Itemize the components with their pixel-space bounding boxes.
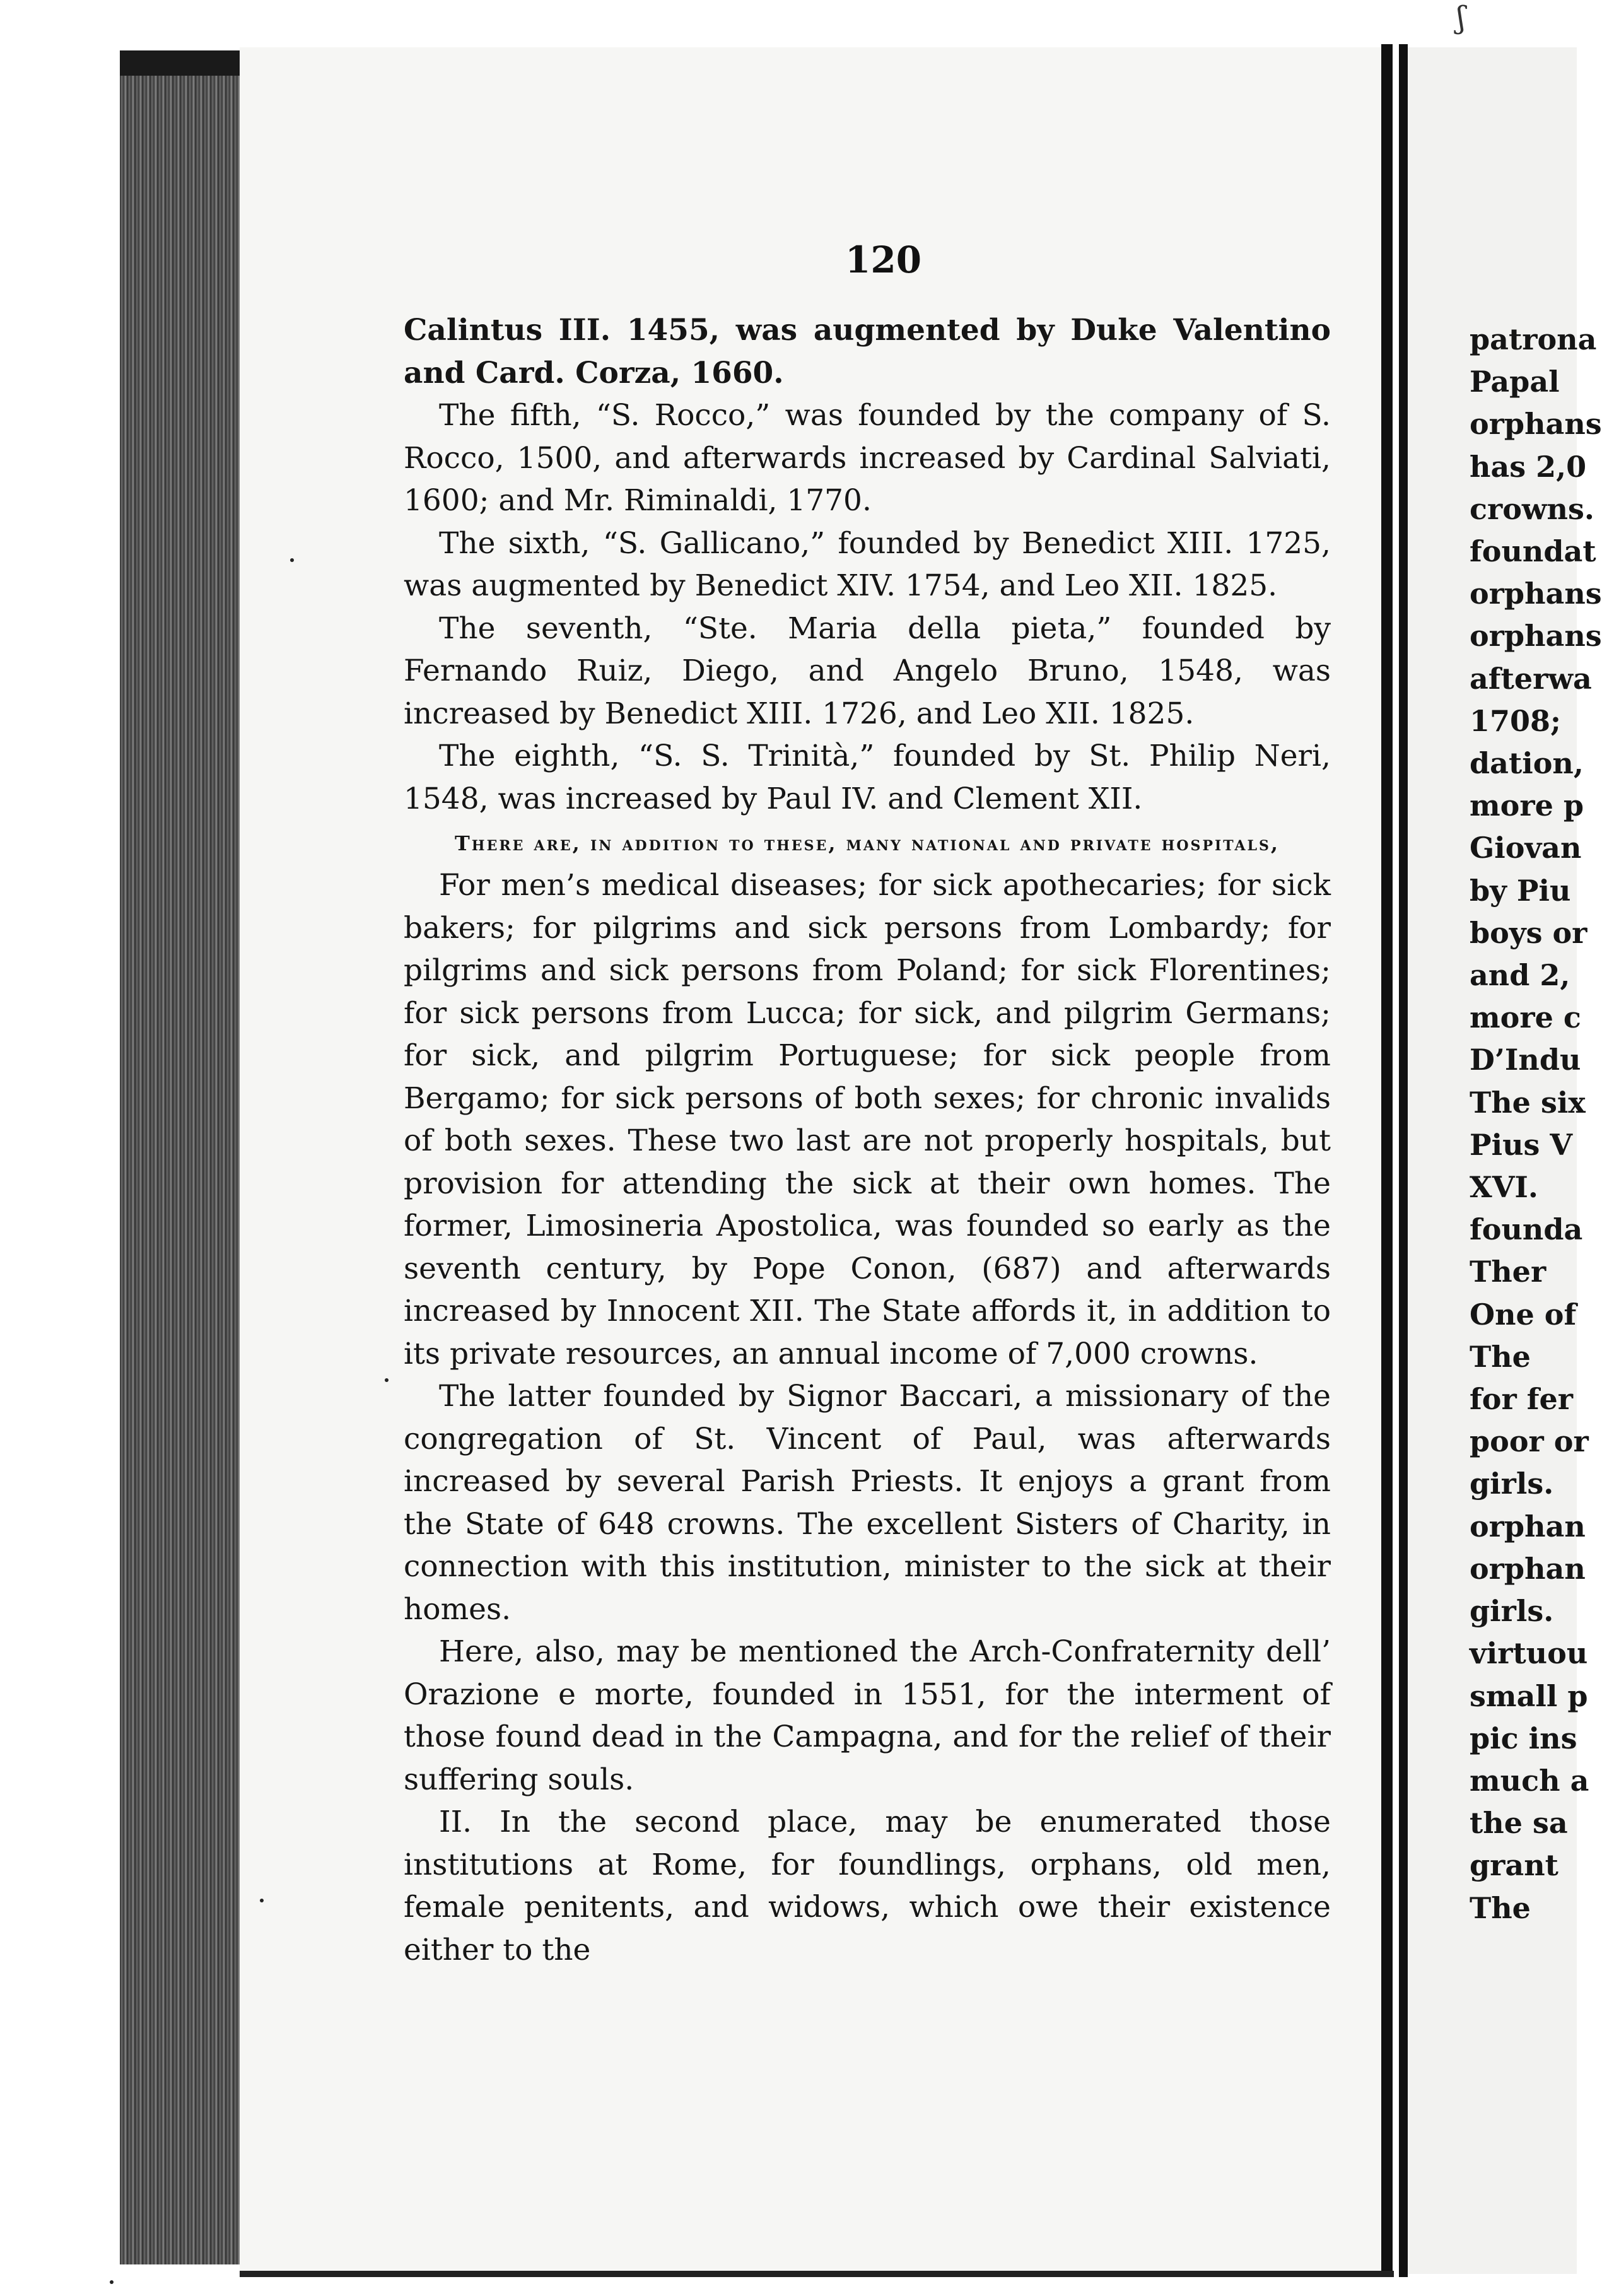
next-page-line: orphan	[1470, 1509, 1586, 1543]
next-page-line: has 2,0	[1470, 449, 1587, 484]
next-page-line: grant	[1470, 1848, 1558, 1883]
next-page-line: the sa	[1470, 1806, 1568, 1841]
gutter-shadow	[120, 50, 240, 76]
next-page-line: poor or	[1470, 1424, 1589, 1459]
paragraph-continuation: Calintus III. 1455, was augmented by Duke Valentino and Card. Corza, 1660.	[404, 313, 1331, 390]
scan-speck	[385, 1378, 389, 1382]
page-edge-dark-2	[1399, 44, 1408, 2277]
next-page-line: Papal	[1470, 365, 1560, 399]
next-page-line: founda	[1470, 1212, 1583, 1247]
next-page-line: One of	[1470, 1297, 1577, 1332]
next-page-line: foundat	[1470, 534, 1596, 569]
page-number: 120	[845, 238, 922, 281]
next-page-line: orphans	[1470, 619, 1602, 653]
next-page-line: more c	[1470, 1000, 1581, 1035]
next-page-line: small p	[1470, 1678, 1588, 1713]
paragraph-sixth: The sixth, “S. Gallicano,” founded by Benedict XIII. 1725, was augmented by Benedict XIV. 1754, and Leo XII. 1825.	[404, 525, 1331, 603]
next-page-line: The	[1470, 1890, 1531, 1925]
page-divider	[1393, 44, 1399, 2277]
paragraph-hospitals: For men’s medical diseases; for sick apothecaries; for sick bakers; for pilgrims and sick persons from Lombardy; for pilgrims and sick persons from Poland; for sick Florentines; for sick persons from Lucca; for sick, and pilgrim Germans; for sick, and pilgrim Portuguese; for sick people from Bergamo; for sick persons of both sexes; for chronic invalids of both sexes. These two last are not properly hospitals, but provision for attending the sick at their own homes. The former, Limosineria Apostolica, was founded so early as the seventh century, by Pope Conon, (687) and afterwards increased by Innocent XII. The State affords it, in addition to its private resources, an annual income of 7,000 crowns.	[404, 868, 1331, 1371]
next-page-line: Pius V	[1470, 1127, 1573, 1162]
page-bottom-edge	[240, 2271, 1394, 2277]
next-page-line: The	[1470, 1339, 1531, 1374]
next-page-line: The six	[1470, 1085, 1586, 1120]
next-page-line: by Piu	[1470, 873, 1571, 908]
next-page-line: XVI.	[1470, 1170, 1538, 1205]
next-page-line: much a	[1470, 1763, 1589, 1798]
next-page-line: orphans	[1470, 407, 1602, 442]
paragraph-eighth: The eighth, “S. S. Trinità,” founded by St. Philip Neri, 1548, was increased by Paul IV. and Clement XII.	[404, 739, 1331, 816]
next-page-line: Giovan	[1470, 831, 1582, 865]
next-page-line: girls.	[1470, 1467, 1554, 1501]
scan-corner-mark: ʃ	[1457, 0, 1466, 35]
paragraph-latter: The latter founded by Signor Baccari, a missionary of the congregation of St. Vincent of Paul, was afterwards increased by several Parish Priests. It enjoys a grant from the State of 648 crowns. The excellent Sisters of Charity, in connection with this institution, minister to the sick at their homes.	[404, 1379, 1331, 1627]
book-gutter	[120, 50, 240, 2264]
paragraph-second-place: II. In the second place, may be enumerated those institutions at Rome, for foundlings, orphans, old men, female penitents, and widows, which owe their existence either to the	[404, 1805, 1331, 1967]
next-page-line: D’Indu	[1470, 1043, 1581, 1077]
next-page-line: pic ins	[1470, 1721, 1577, 1755]
section-heading: There are, in addition to these, many national and private hospitals,	[454, 831, 1280, 855]
next-page-text-fragments	[1470, 319, 1602, 1930]
next-page-line: girls.	[1470, 1594, 1554, 1629]
next-page-line: for fer	[1470, 1382, 1574, 1417]
paragraph-confraternity: Here, also, may be mentioned the Arch-Confraternity dell’ Orazione e morte, founded in 1551, for the interment of those found dead in the Campagna, and for the relief of their suffering souls.	[404, 1634, 1331, 1797]
next-page-line: patrona	[1470, 322, 1597, 356]
next-page-line: and 2,	[1470, 958, 1570, 993]
next-page-line: boys or	[1470, 915, 1587, 950]
paragraph-seventh: The seventh, “Ste. Maria della pieta,” founded by Fernando Ruiz, Diego, and Angelo Bruno, 1548, was increased by Benedict XIII. 1726, and Leo XII. 1825.	[404, 611, 1331, 731]
scan-speck	[290, 558, 294, 562]
next-page-line: virtuou	[1470, 1636, 1588, 1671]
next-page-line: orphans	[1470, 577, 1602, 611]
next-page-line: Ther	[1470, 1255, 1546, 1289]
scan-speck	[110, 2280, 114, 2284]
paragraph-fifth: The fifth, “S. Rocco,” was founded by the company of S. Rocco, 1500, and afterwards increased by Cardinal Salviati, 1600; and Mr. Riminaldi, 1770.	[404, 398, 1331, 518]
scan-speck	[260, 1899, 264, 1902]
next-page-line: afterwa	[1470, 661, 1592, 696]
next-page-line: 1708;	[1470, 703, 1562, 738]
page-edge-dark	[1381, 44, 1393, 2277]
page-body-text	[404, 309, 1331, 1971]
next-page-line: orphan	[1470, 1551, 1586, 1586]
next-page-line: more p	[1470, 788, 1584, 823]
next-page-line: dation,	[1470, 746, 1584, 781]
next-page-line: crowns.	[1470, 491, 1594, 526]
